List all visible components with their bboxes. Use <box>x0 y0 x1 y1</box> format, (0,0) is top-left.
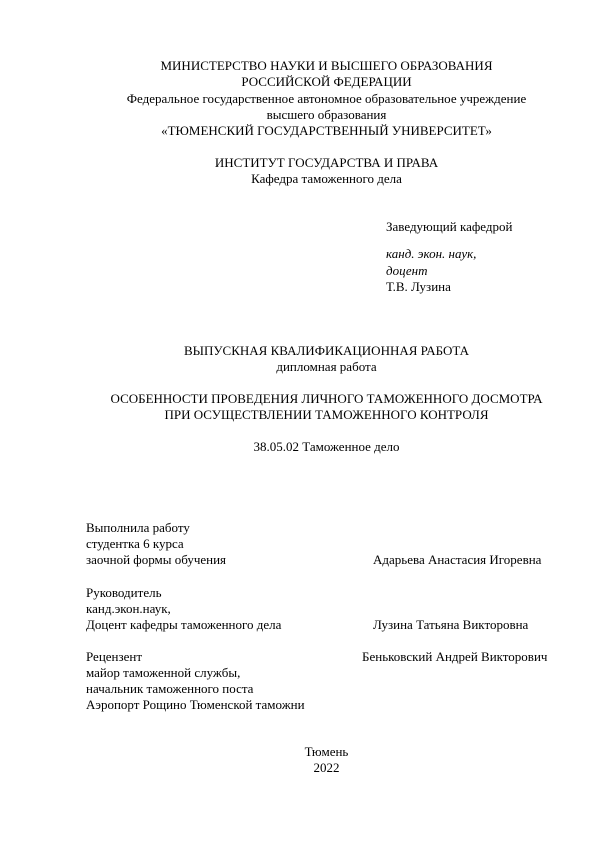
supervisor-label-3: Доцент кафедры таможенного дела <box>86 617 282 632</box>
author-label-3: заочной формы обучения <box>86 552 227 567</box>
approval-rank: доцент <box>386 263 428 278</box>
author-name: Адарьева Анастасия Игоревна <box>373 552 542 567</box>
reviewer-label-4: Аэропорт Рощино Тюменской таможни <box>86 697 305 712</box>
work-type: ВЫПУСКНАЯ КВАЛИФИКАЦИОННАЯ РАБОТА <box>183 343 470 358</box>
ministry-line-2: РОССИЙСКОЙ ФЕДЕРАЦИИ <box>241 74 412 89</box>
work-subtype: дипломная работа <box>276 359 377 374</box>
work-title-line-2: ПРИ ОСУЩЕСТВЛЕНИИ ТАМОЖЕННОГО КОНТРОЛЯ <box>164 407 489 422</box>
author-label-1: Выполнила работу <box>86 520 190 535</box>
supervisor-name: Лузина Татьяна Викторовна <box>373 617 529 632</box>
institute-name: ИНСТИТУТ ГОСУДАРСТВА И ПРАВА <box>214 155 439 170</box>
approval-name: Т.В. Лузина <box>386 279 451 294</box>
approval-degree: канд. экон. наук, <box>386 246 477 261</box>
footer-year: 2022 <box>313 760 340 775</box>
institution-line-2: высшего образования <box>266 107 387 122</box>
reviewer-label-2: майор таможенной службы, <box>86 665 241 680</box>
reviewer-label-3: начальник таможенного поста <box>86 681 254 696</box>
work-title-line-1: ОСОБЕННОСТИ ПРОВЕДЕНИЯ ЛИЧНОГО ТАМОЖЕННОГО ДОСМОТРА <box>110 391 543 406</box>
department-name: Кафедра таможенного дела <box>251 171 402 186</box>
supervisor-label-1: Руководитель <box>86 585 162 600</box>
ministry-line-1: МИНИСТЕРСТВО НАУКИ И ВЫСШЕГО ОБРАЗОВАНИЯ <box>160 58 493 73</box>
specialty: 38.05.02 Таможенное дело <box>253 439 400 454</box>
author-label-2: студентка 6 курса <box>86 536 184 551</box>
institution-line-1: Федеральное государственное автономное образовательное учреждение <box>126 91 527 106</box>
university-name: «ТЮМЕНСКИЙ ГОСУДАРСТВЕННЫЙ УНИВЕРСИТЕТ» <box>161 123 492 138</box>
footer-city: Тюмень <box>304 744 349 759</box>
approval-position: Заведующий кафедрой <box>386 219 513 234</box>
reviewer-label-1: Рецензент <box>86 649 143 664</box>
reviewer-name: Беньковский Андрей Викторович <box>362 649 548 664</box>
supervisor-label-2: канд.экон.наук, <box>86 601 171 616</box>
